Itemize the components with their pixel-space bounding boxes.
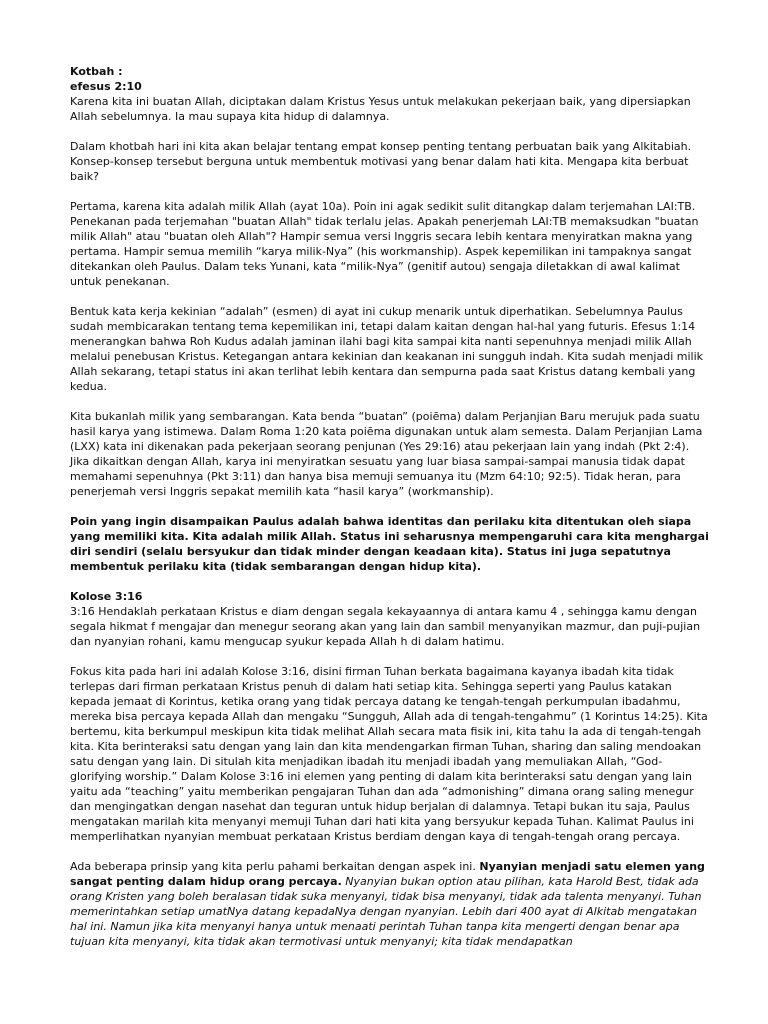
paragraph-first-point: Pertama, karena kita adalah milik Allah (ayat 10a). Poin ini agak sedikit sulit ditangkap dalam terjemahan LAI:TB. Penekanan pada terjemahan "buatan Allah" tidak terlalu jelas. Apakah penerjemah LAI:TB memaksudkan "buatan milik Allah" atau "buatan oleh Allah"? Hampir semua versi Inggris secara lebih kentara menyiratkan makna yang pertama. Hampir semua memilih “karya milik-Nya” (his workmanship). Aspek kepemilikan ini tampaknya sangat ditekankan oleh Paulus. Dalam teks Yunani, kata “milik-Nya” (genitif autou) sengaja diletakkan di awal kalimat untuk penekanan.	[70, 200, 699, 288]
paragraph-intro: Dalam khotbah hari ini kita akan belajar tentang empat konsep penting tentang perbuatan baik yang Alkitabiah. Konsep-konsep tersebut berguna untuk membentuk motivasi yang benar dalam hati kita. Mengapa kita berbuat baik?	[70, 140, 692, 183]
principles-bold-text: Nyanyian menjadi satu elemen yang sangat penting dalam hidup orang percaya.	[70, 860, 705, 888]
sermon-label: Kotbah :	[70, 65, 123, 78]
kolose-verse-text: 3:16 Hendaklah perkataan Kristus e diam dengan segala kekayaannya di antara kamu 4 , sehingga kamu dengan segala hikmat f mengajar dan menegur seorang akan yang lain dan sambil menyanyikan mazmur, dan puji-pujian dan nyanyian rohani, kamu mengucap syukur kepada Allah h di dalam hatimu.	[70, 605, 701, 648]
document-page	[70, 64, 710, 949]
verse-text: Karena kita ini buatan Allah, diciptakan dalam Kristus Yesus untuk melakukan pekerjaan baik, yang dipersiapkan Allah sebelumnya. Ia mau supaya kita hidup di dalamnya.	[70, 95, 691, 123]
paragraph-focus: Fokus kita pada hari ini adalah Kolose 3:16, disini firman Tuhan berkata bagaimana kayanya ibadah kita tidak terlepas dari firman perkataan Kristus penuh di dalam hati setiap kita. Sehingga seperti yang Paulus katakan kepada jemaat di Korintus, ketika orang yang tidak percaya datang ke tengah-tengah perkumpulan ibadahmu, mereka bisa percaya kepada Allah dan mengaku “Sungguh, Allah ada di tengah-tengahmu” (1 Korintus 14:25). Kita bertemu, kita berkumpul meskipun kita tidak melihat Allah secara mata fisik ini, kita tahu Ia ada di tengah-tengah kita. Kita berinteraksi satu dengan yang lain dan kita mendengarkan firman Tuhan, sharing dan saling mendoakan satu dengan yang lain. Di situlah kita menjadikan ibadah itu menjadi ibadah yang memuliakan Allah, “God-glorifying worship.” Dalam Kolose 3:16 ini elemen yang penting di dalam kita berinteraksi satu dengan yang lain yaitu ada “teaching” yaitu memberikan pengajaran Tuhan dan ada “admonishing” dimana orang saling menegur dan mengingatkan dengan nasehat dan teguran untuk hidup berjalan di dalamnya. Tetapi bukan itu saja, Paulus mengatakan marilah kita menyanyi memuji Tuhan dari hati kita yang bersyukur kepada Tuhan. Kalimat Paulus ini memperlihatkan nyanyian membuat perkataan Kristus berdiam dengan kaya di tengah-tengah orang percaya.	[70, 665, 708, 843]
principles-lead-text: Ada beberapa prinsip yang kita perlu pahami berkaitan dengan aspek ini.	[70, 860, 480, 873]
paragraph-principles	[70, 859, 710, 949]
principles-italic-text: Nyanyian bukan option atau pilihan, kata Harold Best, tidak ada orang Kristen yang boleh beralasan tidak suka menyanyi, tidak bisa menyanyi, tidak ada talenta menyanyi. Tuhan memerintahkan setiap umatNya datang kepadaNya dengan nyanyian. Lebih dari 400 ayat di Alkitab mengatakan hal ini. Namun jika kita menyanyi hanya untuk menaati perintah Tuhan tanpa kita mengerti dengan benar apa tujuan kita menyanyi, kita tidak akan termotivasi untuk menyanyi; kita tidak mendapatkan	[70, 875, 702, 948]
paragraph-main-point: Poin yang ingin disampaikan Paulus adalah bahwa identitas dan perilaku kita ditentukan oleh siapa yang memiliki kita. Kita adalah milik Allah. Status ini seharusnya mempengaruhi cara kita menghargai diri sendiri (selalu bersyukur dan tidak minder dengan keadaan kita). Status ini juga sepatutnya membentuk perilaku kita (tidak sembarangan dengan hidup kita).	[70, 515, 709, 573]
paragraph-not-ordinary: Kita bukanlah milik yang sembarangan. Kata benda “buatan” (poiēma) dalam Perjanjian Baru merujuk pada suatu hasil karya yang istimewa. Dalam Roma 1:20 kata poiēma digunakan untuk alam semesta. Dalam Perjanjian Lama (LXX) kata ini dikenakan pada pekerjaan seorang penjunan (Yes 29:16) atau pekerjaan lain yang indah (Pkt 2:4). Jika dikaitkan dengan Allah, karya ini menyiratkan sesuatu yang luar biasa sampai-sampai manusia tidak dapat memahami sepenuhnya (Pkt 3:11) dan hanya bisa memuji semuanya itu (Mzm 64:10; 92:5). Tidak heran, para penerjemah versi Inggris sepakat memilih kata “hasil karya” (workmanship).	[70, 410, 703, 498]
scripture-reference: efesus 2:10	[70, 80, 142, 93]
paragraph-verb-form: Bentuk kata kerja kekinian “adalah” (esmen) di ayat ini cukup menarik untuk diperhatikan. Sebelumnya Paulus sudah membicarakan tentang tema kepemilikan ini, tetapi dalam kaitan dengan hal-hal yang futuris. Efesus 1:14 menerangkan bahwa Roh Kudus adalah jaminan ilahi bagi kita sampai kita nanti sepenuhnya menjadi milik Allah melalui penebusan Kristus. Ketegangan antara kekinian dan keakanan ini sungguh indah. Kita sudah menjadi milik Allah sekarang, tetapi status ini akan terlihat lebih kentara dan sempurna pada saat Kristus datang kembali yang kedua.	[70, 305, 704, 393]
kolose-heading: Kolose 3:16	[70, 590, 143, 603]
